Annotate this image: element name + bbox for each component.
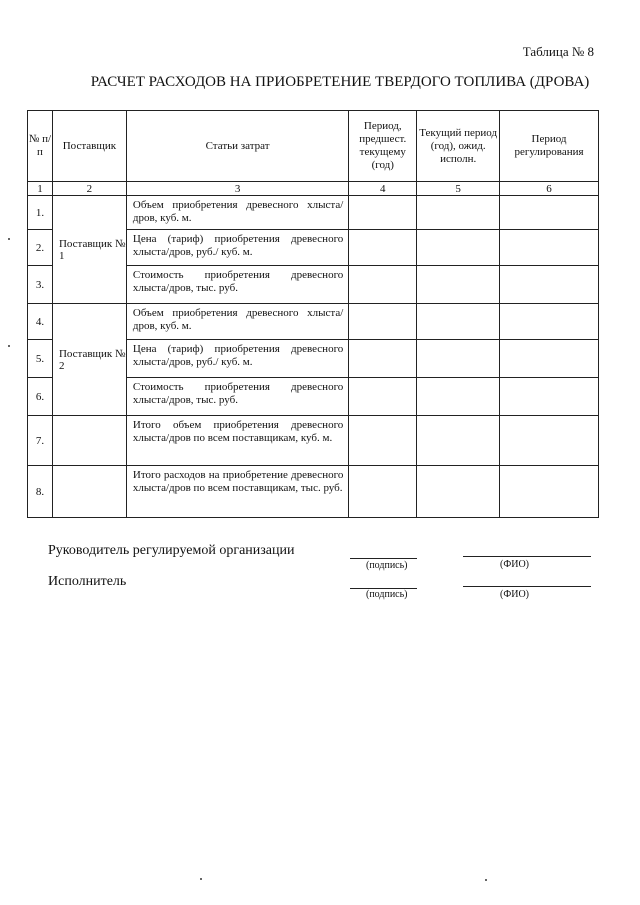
row-num: 4. — [28, 304, 53, 340]
col-number: 2 — [52, 182, 126, 196]
row-article: Стоимость приобретения древесного хлыста/дров, тыс. руб. — [126, 378, 348, 416]
executor-sign-caption: (подпись) — [366, 589, 408, 600]
row-article: Итого объем приобретения древесного хлыста/дров по всем поставщикам, куб. м. — [126, 416, 348, 466]
row-article: Стоимость приобретения древесного хлыста/дров, тыс. руб. — [126, 266, 348, 304]
document-title: РАСЧЕТ РАСХОДОВ НА ПРИОБРЕТЕНИЕ ТВЕРДОГО ТОПЛИВА (ДРОВА) — [90, 74, 590, 90]
header-period-prev: Период, предшест. текущему (год) — [349, 111, 417, 182]
cell-prev[interactable] — [349, 230, 417, 266]
scan-speck — [8, 345, 10, 347]
cell-current[interactable] — [417, 340, 500, 378]
cell-current[interactable] — [417, 416, 500, 466]
header-articles: Статьи затрат — [126, 111, 348, 182]
supplier-cell-empty — [52, 416, 126, 466]
cell-current[interactable] — [417, 196, 500, 230]
head-sign-caption: (подпись) — [366, 560, 408, 571]
cell-prev[interactable] — [349, 304, 417, 340]
header-period-current: Текущий период (год), ожид. исполн. — [417, 111, 500, 182]
supplier-cell-empty — [52, 466, 126, 518]
row-article: Итого расходов на приобретение древесного хлыста/дров по всем поставщикам, тыс. руб. — [126, 466, 348, 518]
cell-prev[interactable] — [349, 466, 417, 518]
row-num: 6. — [28, 378, 53, 416]
col-number: 4 — [349, 182, 417, 196]
col-number: 3 — [126, 182, 348, 196]
header-row — [28, 111, 599, 182]
col-number: 1 — [28, 182, 53, 196]
cell-current[interactable] — [417, 230, 500, 266]
scan-speck — [485, 879, 487, 881]
cell-prev[interactable] — [349, 340, 417, 378]
table-row — [28, 416, 599, 466]
head-fio-caption: (ФИО) — [500, 559, 530, 570]
executor-fio-caption: (ФИО) — [500, 589, 530, 600]
row-num: 5. — [28, 340, 53, 378]
cell-current[interactable] — [417, 304, 500, 340]
cell-current[interactable] — [417, 378, 500, 416]
executor-label: Исполнитель — [48, 574, 127, 589]
cell-reg[interactable] — [500, 196, 599, 230]
table-row — [28, 466, 599, 518]
cell-current[interactable] — [417, 466, 500, 518]
cell-reg[interactable] — [500, 266, 599, 304]
executor-fio-line — [463, 586, 591, 587]
cell-prev[interactable] — [349, 196, 417, 230]
cell-prev[interactable] — [349, 416, 417, 466]
table-label: Таблица № 8 — [522, 44, 594, 59]
row-article: Цена (тариф) приобретения древесного хлыста/дров, руб./ куб. м. — [126, 230, 348, 266]
row-num: 1. — [28, 196, 53, 230]
cell-prev[interactable] — [349, 266, 417, 304]
row-article: Цена (тариф) приобретения древесного хлыста/дров, руб./ куб. м. — [126, 340, 348, 378]
column-numbers-row — [28, 182, 599, 196]
cost-table — [27, 110, 599, 518]
row-article: Объем приобретения древесного хлыста/дров, куб. м. — [126, 304, 348, 340]
table-row — [28, 304, 599, 340]
cell-reg[interactable] — [500, 378, 599, 416]
cell-reg[interactable] — [500, 230, 599, 266]
head-sign-line — [350, 558, 417, 559]
row-num: 3. — [28, 266, 53, 304]
row-article: Объем приобретения древесного хлыста/дров, куб. м. — [126, 196, 348, 230]
table-row — [28, 196, 599, 230]
header-num: № п/п — [28, 111, 53, 182]
scan-speck — [8, 238, 10, 240]
row-num: 8. — [28, 466, 53, 518]
head-fio-line — [463, 556, 591, 557]
cell-reg[interactable] — [500, 416, 599, 466]
row-num: 7. — [28, 416, 53, 466]
col-number: 6 — [500, 182, 599, 196]
col-number: 5 — [417, 182, 500, 196]
supplier-cell: Поставщик № 2 — [52, 304, 126, 416]
supplier-cell: Поставщик № 1 — [52, 196, 126, 304]
header-period-reg: Период регулирования — [500, 111, 599, 182]
head-label: Руководитель регулируемой организации — [48, 543, 295, 558]
cell-reg[interactable] — [500, 340, 599, 378]
scan-speck — [200, 878, 202, 880]
header-supplier: Поставщик — [52, 111, 126, 182]
row-num: 2. — [28, 230, 53, 266]
cell-current[interactable] — [417, 266, 500, 304]
cell-reg[interactable] — [500, 466, 599, 518]
cell-reg[interactable] — [500, 304, 599, 340]
cell-prev[interactable] — [349, 378, 417, 416]
